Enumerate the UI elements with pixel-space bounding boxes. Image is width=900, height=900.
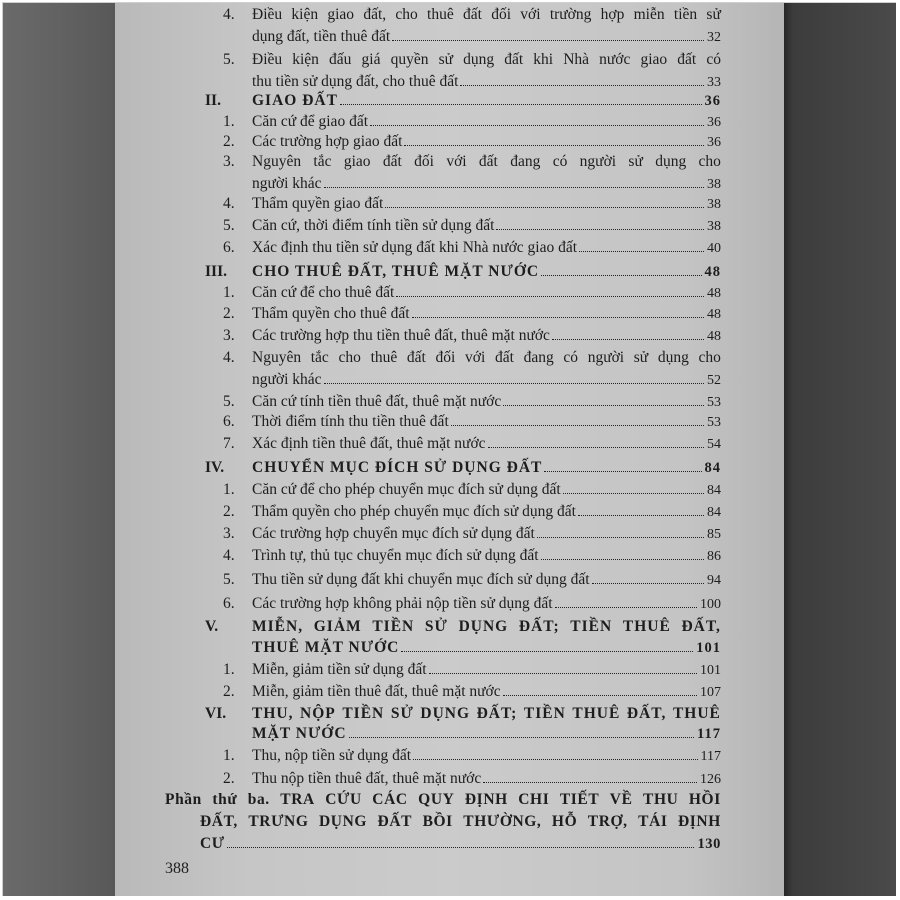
dot-leader	[370, 125, 704, 126]
dot-leader	[578, 515, 704, 516]
toc-entry-title: Căn cứ để giao đất	[252, 113, 369, 130]
toc-entry-title: Thẩm quyền cho phép chuyển mục đích sử dụng đất	[252, 503, 576, 520]
toc-part-line	[200, 834, 721, 854]
toc-page-number: 33	[707, 75, 721, 90]
dot-leader	[544, 471, 701, 472]
toc-item-number: 1.	[223, 661, 235, 678]
toc-section-title: CHUYỂN MỤC ĐÍCH SỬ DỤNG ĐẤT	[252, 459, 543, 476]
toc-item-number: 1.	[223, 284, 235, 301]
toc-entry-line	[252, 174, 721, 194]
toc-page-number: 53	[707, 395, 721, 410]
toc-entry-line	[252, 594, 721, 614]
dot-leader	[503, 695, 697, 696]
toc-section-title: THU, NỘP TIỀN SỬ DỤNG ĐẤT; TIỀN THUÊ ĐẤT, THUÊ	[252, 705, 721, 722]
toc-section-title: THUÊ MẶT NƯỚC	[252, 639, 400, 656]
toc-page-number: 48	[704, 264, 721, 280]
toc-entry-title: Thu tiền sử dụng đất khi chuyển mục đích sử dụng đất	[252, 571, 590, 588]
toc-item-number: 2.	[223, 683, 235, 700]
toc-page-number: 101	[700, 663, 721, 678]
toc-page-number: 100	[700, 597, 721, 612]
toc-page-number: 52	[707, 373, 721, 388]
toc-entry-line	[252, 50, 721, 69]
toc-item-number: 4.	[223, 349, 235, 366]
toc-entry-line	[252, 434, 721, 454]
toc-page-number: 48	[707, 307, 721, 322]
toc-entry-line	[252, 304, 721, 324]
dot-leader	[324, 187, 704, 188]
toc-item-number: 6.	[223, 413, 235, 430]
toc-entry-title: Thu, nộp tiền sử dụng đất	[252, 747, 412, 764]
toc-page-number: 85	[707, 527, 721, 542]
toc-entry-line	[252, 660, 721, 680]
dot-leader	[552, 339, 704, 340]
toc-page-number: 94	[707, 573, 721, 588]
toc-item-number: 5.	[223, 51, 235, 68]
toc-item-number: 3.	[223, 327, 235, 344]
dot-leader	[340, 104, 702, 105]
toc-entry-line	[252, 524, 721, 544]
dot-leader	[537, 537, 704, 538]
toc-page-number: 117	[697, 726, 721, 742]
toc-entry-title: Các trường hợp không phải nộp tiền sử dụng đất	[252, 595, 553, 612]
toc-entry-line	[252, 326, 721, 346]
toc-entry-title: Điều kiện giao đất, cho thuê đất đối với trường hợp miễn tiền sử	[252, 6, 721, 23]
toc-entry-line	[252, 502, 721, 522]
toc-entry-line	[252, 370, 721, 390]
toc-item-number: 1.	[223, 747, 235, 764]
dot-leader	[579, 251, 704, 252]
book-page	[115, 3, 784, 896]
dot-leader	[541, 275, 701, 276]
toc-entry-title: Xác định tiền thuê đất, thuê mặt nước	[252, 435, 486, 452]
toc-item-number: 7.	[223, 435, 235, 452]
toc-entry-line	[252, 283, 721, 303]
toc-item-number: 5.	[223, 571, 235, 588]
dot-leader	[483, 782, 697, 783]
toc-entry-title: dụng đất, tiền thuê đất	[252, 28, 391, 45]
toc-entry-line	[252, 392, 721, 412]
toc-page-number: 36	[704, 93, 721, 109]
toc-page-number: 54	[707, 437, 721, 452]
toc-page-number: 40	[707, 241, 721, 256]
toc-item-number: 4.	[223, 195, 235, 212]
toc-entry-title: Thời điểm tính thu tiền thuê đất	[252, 413, 449, 430]
toc-entry-title: Miễn, giảm tiền sử dụng đất	[252, 661, 427, 678]
toc-part-title: ĐẤT, TRƯNG DỤNG ĐẤT BỒI THƯỜNG, HỖ TRỢ, TÁI ĐỊNH	[200, 813, 721, 830]
dot-leader	[392, 40, 704, 41]
table-of-contents	[115, 3, 784, 896]
background-right	[784, 3, 896, 896]
toc-item-number: 2.	[223, 503, 235, 520]
toc-section-line	[252, 262, 721, 282]
toc-page-number: 126	[700, 772, 721, 787]
toc-item-number: 2.	[223, 305, 235, 322]
dot-leader	[349, 737, 695, 738]
toc-part-title: Phần thứ ba. TRA CỨU CÁC QUY ĐỊNH CHI TIẾT VỀ THU HỒI	[165, 791, 721, 808]
toc-entry-title: Căn cứ để cho phép chuyển mục đích sử dụng đất	[252, 481, 561, 498]
toc-entry-line	[252, 238, 721, 258]
toc-entry-title: người khác	[252, 371, 322, 388]
toc-entry-line	[252, 682, 721, 702]
toc-section-title: MẶT NƯỚC	[252, 725, 347, 742]
toc-entry-line	[252, 480, 721, 500]
toc-entry-title: Căn cứ, thời điểm tính tiền sử dụng đất	[252, 217, 495, 234]
dot-leader	[496, 229, 704, 230]
toc-page-number: 38	[707, 177, 721, 192]
toc-entry-title: Trình tự, thủ tục chuyển mục đích sử dụng đất	[252, 547, 539, 564]
toc-entry-title: Các trường hợp thu tiền thuê đất, thuê mặt nước	[252, 327, 550, 344]
dot-leader	[460, 85, 704, 86]
toc-page-number: 48	[707, 286, 721, 301]
toc-entry-line	[252, 769, 721, 789]
toc-entry-title: Miễn, giảm tiền thuê đất, thuê mặt nước	[252, 683, 501, 700]
toc-item-number: 5.	[223, 217, 235, 234]
toc-page-number: 130	[697, 836, 721, 852]
toc-entry-line	[252, 216, 721, 236]
toc-entry-line	[252, 5, 721, 24]
toc-page-number: 101	[696, 640, 721, 656]
toc-item-number: 3.	[223, 153, 235, 170]
toc-page-number: 84	[707, 505, 721, 520]
dot-leader	[385, 207, 704, 208]
toc-page-number: 38	[707, 219, 721, 234]
toc-page-number: 53	[707, 415, 721, 430]
toc-page-number: 32	[707, 30, 721, 45]
toc-entry-title: Thu nộp tiền thuê đất, thuê mặt nước	[252, 770, 482, 787]
toc-page-number: 107	[700, 685, 721, 700]
dot-leader	[401, 651, 693, 652]
toc-entry-title: Căn cứ tính tiền thuê đất, thuê mặt nước	[252, 393, 502, 410]
toc-entry-title: Điều kiện đấu giá quyền sử dụng đất khi Nhà nước giao đất có	[252, 51, 721, 68]
toc-entry-line	[252, 194, 721, 214]
toc-section-title: GIAO ĐẤT	[252, 92, 338, 109]
dot-leader	[503, 405, 704, 406]
toc-item-number: 4.	[223, 6, 235, 23]
toc-page-number: 48	[707, 329, 721, 344]
toc-section-title: MIỄN, GIẢM TIỀN SỬ DỤNG ĐẤT; TIỀN THUÊ ĐẤT,	[252, 618, 721, 635]
dot-leader	[227, 847, 695, 848]
toc-section-title: CHO THUÊ ĐẤT, THUÊ MẶT NƯỚC	[252, 263, 540, 280]
toc-page-number: 84	[707, 483, 721, 498]
toc-section-line	[252, 617, 721, 636]
toc-section-line	[252, 724, 721, 744]
dot-leader	[429, 673, 697, 674]
toc-item-number: 1.	[223, 113, 235, 130]
toc-entry-title: Các trường hợp giao đất	[252, 133, 403, 150]
toc-item-number: 2.	[223, 133, 235, 150]
dot-leader	[412, 317, 704, 318]
dot-leader	[555, 607, 697, 608]
toc-entry-line	[252, 570, 721, 590]
toc-entry-title: Xác định thu tiền sử dụng đất khi Nhà nước giao đất	[252, 239, 578, 256]
toc-item-number: 6.	[223, 595, 235, 612]
toc-entry-line	[252, 746, 721, 766]
dot-leader	[396, 296, 704, 297]
toc-entry-line	[252, 348, 721, 367]
toc-page-number: 86	[707, 549, 721, 564]
toc-entry-line	[252, 72, 721, 92]
dot-leader	[413, 759, 697, 760]
toc-item-number: 5.	[223, 393, 235, 410]
dot-leader	[324, 383, 704, 384]
toc-section-line	[252, 638, 721, 658]
dot-leader	[451, 425, 704, 426]
toc-section-number: III.	[205, 263, 227, 280]
toc-page-number: 36	[707, 115, 721, 130]
toc-entry-line	[252, 152, 721, 171]
dot-leader	[592, 583, 704, 584]
toc-part-line	[165, 790, 721, 809]
toc-entry-line	[252, 412, 721, 432]
toc-page-number: 117	[700, 749, 721, 764]
toc-entry-line	[252, 27, 721, 47]
dot-leader	[488, 447, 704, 448]
toc-section-number: V.	[205, 618, 219, 635]
toc-item-number: 2.	[223, 770, 235, 787]
page-number: 388	[165, 860, 189, 877]
background-left	[3, 3, 115, 896]
toc-part-line	[200, 812, 721, 831]
toc-entry-line	[252, 546, 721, 566]
dot-leader	[404, 145, 704, 146]
toc-entry-title: Các trường hợp chuyển mục đích sử dụng đất	[252, 525, 535, 542]
toc-item-number: 4.	[223, 547, 235, 564]
toc-item-number: 1.	[223, 481, 235, 498]
toc-section-line	[252, 704, 721, 723]
toc-item-number: 6.	[223, 239, 235, 256]
toc-page-number: 84	[704, 460, 721, 476]
toc-entry-line	[252, 132, 721, 152]
toc-item-number: 3.	[223, 525, 235, 542]
toc-entry-title: Nguyên tắc giao đất đối với đất đang có người sử dụng cho	[252, 153, 721, 170]
dot-leader	[563, 493, 704, 494]
toc-section-line	[252, 458, 721, 478]
toc-part-title: CƯ	[200, 835, 225, 852]
toc-section-line	[252, 91, 721, 111]
toc-page-number: 36	[707, 135, 721, 150]
toc-section-number: VI.	[205, 705, 227, 722]
dot-leader	[541, 559, 704, 560]
toc-section-number: IV.	[205, 459, 225, 476]
toc-entry-title: Thẩm quyền giao đất	[252, 195, 384, 212]
toc-entry-title: Thẩm quyền cho thuê đất	[252, 305, 410, 322]
toc-entry-title: thu tiền sử dụng đất, cho thuê đất	[252, 73, 459, 90]
toc-entry-title: Căn cứ để cho thuê đất	[252, 284, 395, 301]
toc-entry-line	[252, 112, 721, 132]
toc-section-number: II.	[205, 92, 221, 109]
toc-entry-title: Nguyên tắc cho thuê đất đối với đất đang có người sử dụng cho	[252, 349, 721, 366]
toc-entry-title: người khác	[252, 175, 322, 192]
toc-page-number: 38	[707, 197, 721, 212]
